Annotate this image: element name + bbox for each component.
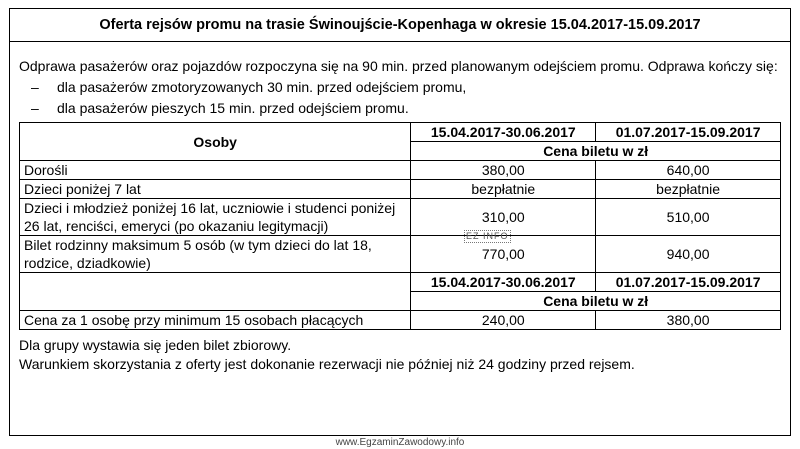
footer-line: Warunkiem skorzystania z oferty jest dokonanie rezerwacji nie później niż 24 godziny przed rejsem.: [19, 356, 635, 372]
footer-notes: [19, 336, 781, 374]
bullet-list: [19, 77, 781, 119]
intro-paragraph: Odprawa pasażerów oraz pojazdów rozpoczyna się na 90 min. przed planowanym odejściem promu. Odprawa kończy się:: [19, 58, 778, 74]
table-row: [20, 236, 781, 273]
watermark-logo: EZ INFO: [466, 231, 509, 241]
group-header-price-label: Cena biletu w zł: [411, 292, 781, 311]
table-row: [20, 311, 781, 330]
bullet-text: dla pasażerów zmotoryzowanych 30 min. przed odejściem promu,: [57, 79, 467, 95]
footer-line: Dla grupy wystawia się jeden bilet zbiorowy.: [19, 337, 292, 353]
price-period-1: bezpłatnie: [411, 180, 596, 199]
price-period-2: 940,00: [596, 236, 781, 273]
row-label: Dzieci i młodzież poniżej 16 lat, uczniowie i studenci poniżej 26 lat, renciści, emeryci (po okazaniu legitymacji): [20, 199, 411, 236]
price-period-1: 310,00: [411, 199, 596, 236]
list-item: [19, 77, 781, 98]
price-period-2: 640,00: [596, 161, 781, 180]
price-table: [19, 122, 781, 330]
group-header-row: [20, 273, 781, 292]
row-label: Bilet rodzinny maksimum 5 osób (w tym dzieci do lat 18, rodzice, dziadkowie): [20, 236, 411, 273]
header-persons: Osoby: [20, 123, 411, 161]
row-label: Cena za 1 osobę przy minimum 15 osobach płacących: [20, 311, 411, 330]
price-period-2: 380,00: [596, 311, 781, 330]
group-header-period-2: 01.07.2017-15.09.2017: [596, 273, 781, 292]
price-period-1: 240,00: [411, 311, 596, 330]
price-period-2: 510,00: [596, 199, 781, 236]
document-title: Oferta rejsów promu na trasie Świnoujście-Kopenhaga w okresie 15.04.2017-15.09.2017: [10, 9, 790, 42]
header-price-label: Cena biletu w zł: [411, 142, 781, 161]
row-label: Dorośli: [20, 161, 411, 180]
header-period-1: 15.04.2017-30.06.2017: [411, 123, 596, 142]
empty-cell: [20, 273, 411, 311]
price-period-2: bezpłatnie: [596, 180, 781, 199]
table-row: [20, 199, 781, 236]
table-row: [20, 161, 781, 180]
bullet-dash: –: [31, 79, 39, 95]
row-label: Dzieci poniżej 7 lat: [20, 180, 411, 199]
price-period-1: 380,00: [411, 161, 596, 180]
table-row: [20, 180, 781, 199]
bullet-text: dla pasażerów pieszych 15 min. przed odejściem promu.: [57, 100, 409, 116]
price-period-1: 770,00: [411, 236, 596, 273]
header-period-2: 01.07.2017-15.09.2017: [596, 123, 781, 142]
bullet-dash: –: [31, 100, 39, 116]
table-header-row: [20, 123, 781, 142]
offer-document: [9, 8, 791, 436]
list-item: [19, 98, 781, 119]
source-credit: www.EgzaminZawodowy.info: [335, 437, 465, 448]
group-header-period-1: 15.04.2017-30.06.2017: [411, 273, 596, 292]
